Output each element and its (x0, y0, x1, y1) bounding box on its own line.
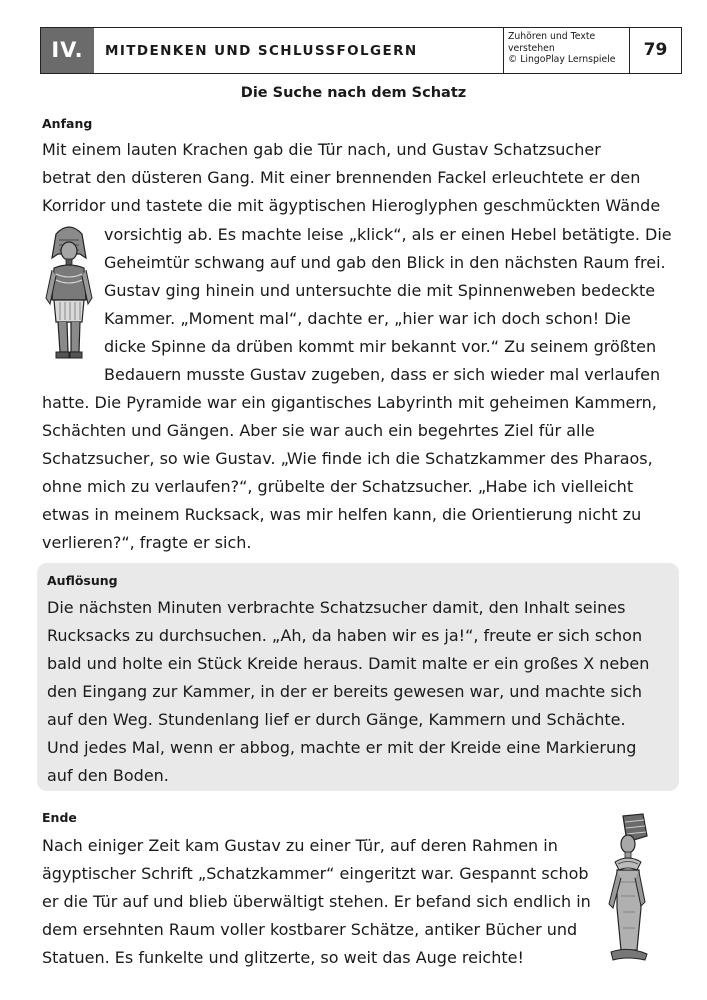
meta-line: Zuhören und Texte (508, 31, 596, 42)
text-line: Kammer. „Moment mal“, dachte er, „hier war ich doch schon! Die (104, 309, 631, 328)
text-line: Korridor und tastete die mit ägyptischen Hieroglyphen geschmückten Wände (42, 196, 661, 215)
text-line: er die Tür auf und blieb überwältigt stehen. Er befand sich endlich in (42, 892, 591, 911)
meta-line: verstehen (508, 42, 555, 54)
text-line: Bedauern musste Gustav zugeben, dass er sich wieder mal verlaufen (104, 365, 661, 384)
section-label-aufloesung: Auflösung (47, 573, 118, 588)
chapter-badge: IV. (41, 28, 94, 73)
text-line: dicke Spinne da drüben kommt mir bekannt vor.“ Zu seinem größten (104, 337, 657, 356)
page-number: 79 (629, 28, 681, 73)
text-line: etwas in meinem Rucksack, was mir helfen kann, die Orientierung nicht zu (42, 505, 642, 524)
pharaoh-figure (40, 218, 98, 360)
header-meta (503, 28, 629, 73)
text-line: Mit einem lauten Krachen gab die Tür nach, und Gustav Schatzsucher (42, 140, 601, 159)
text-line: Geheimtür schwang auf und gab den Blick in den nächsten Raum frei. (104, 253, 666, 272)
text-line: auf den Boden. (47, 766, 169, 785)
text-line: Rucksacks zu durchsuchen. „Ah, da haben wir es ja!“, freute er sich schon (47, 626, 643, 645)
text-line: Die nächsten Minuten verbrachte Schatzsucher damit, den Inhalt seines (47, 598, 626, 617)
text-line: Statuen. Es funkelte und glitzerte, so weit das Auge reichte! (42, 948, 524, 967)
text-line: betrat den düsteren Gang. Mit einer brennenden Fackel erleuchtete er den (42, 168, 641, 187)
text-line: Schächten und Gängen. Aber sie war auch ein begehrtes Ziel für alle (42, 421, 595, 440)
text-line: Schatzsucher, so wie Gustav. „Wie finde ich die Schatzkammer des Pharaos, (42, 449, 653, 468)
section-label-anfang: Anfang (42, 116, 93, 131)
text-line: auf den Weg. Stundenlang lief er durch Gänge, Kammern und Schächte. (47, 710, 626, 729)
text-line: Und jedes Mal, wenn er abbog, machte er mit der Kreide eine Markierung (47, 738, 637, 757)
text-line: vorsichtig ab. Es machte leise „klick“, als er einen Hebel betätigte. Die (104, 225, 672, 244)
text-line: Gustav ging hinein und untersuchte die mit Spinnenweben bedeckte (104, 281, 656, 300)
text-line: Nach einiger Zeit kam Gustav zu einer Tür, auf deren Rahmen in (42, 836, 558, 855)
story-title: Die Suche nach dem Schatz (240, 85, 467, 101)
text-line: ohne mich zu verlaufen?“, grübelte der Schatzsucher. „Habe ich vielleicht (42, 477, 634, 496)
chapter-title: MITDENKEN UND SCHLUSSFOLGERN (105, 43, 418, 59)
nefertiti-figure (601, 812, 661, 968)
meta-line: © LingoPlay Lernspiele (508, 54, 616, 65)
text-line: hatte. Die Pyramide war ein gigantisches Labyrinth mit geheimen Kammern, (42, 393, 657, 412)
text-line: bald und holte ein Stück Kreide heraus. Damit malte er ein großes X neben (47, 654, 650, 673)
section-label-ende: Ende (42, 810, 77, 825)
page-header (40, 27, 682, 74)
text-line: dem ersehnten Raum voller kostbarer Schätze, antiker Bücher und (42, 920, 578, 939)
text-line: ägyptischer Schrift „Schatzkammer“ eingeritzt war. Gespannt schob (42, 864, 589, 883)
text-line: den Eingang zur Kammer, in der er bereits gewesen war, und machte sich (47, 682, 643, 701)
text-line: verlieren?“, fragte er sich. (42, 533, 252, 552)
